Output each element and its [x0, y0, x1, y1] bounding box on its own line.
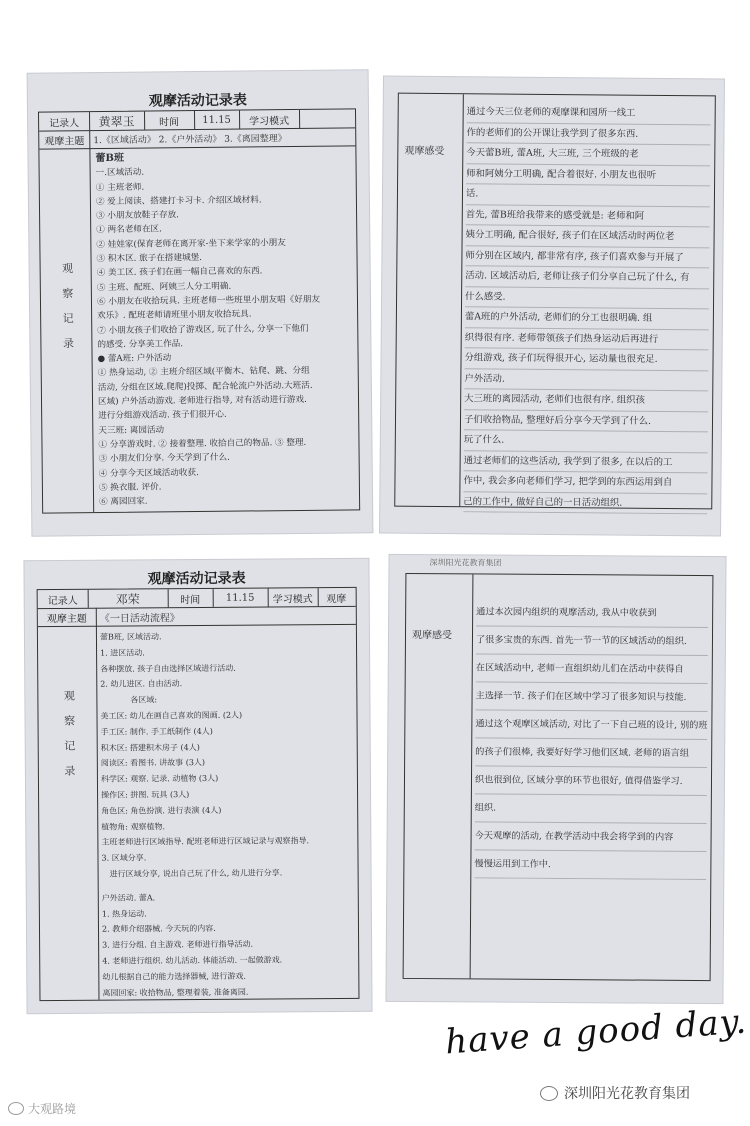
- note-line: 组织.: [475, 794, 707, 824]
- note-line: 天三班: 离园活动: [98, 425, 165, 436]
- note-line: 慢慢运用到工作中.: [474, 850, 706, 880]
- observation-notes: [100, 628, 355, 1001]
- note-line: 通过今天三位老师的观摩课和园所一线工: [467, 102, 711, 125]
- note-line: 欢乐》. 配班老师请班里小朋友收拾玩具.: [97, 309, 252, 322]
- note-line: 在区域活动中, 老师一直组织幼儿们在活动中获得自: [476, 654, 708, 684]
- mode-label: 学习模式: [239, 110, 300, 129]
- note-line: 进行分组游戏活动. 孩子们很开心.: [98, 410, 227, 422]
- note-line: 1. 热身运动.: [101, 908, 147, 919]
- note-line: ① 分享游戏时. ② 接着整理. 收拾自己的物品. ③ 整理.: [98, 437, 307, 451]
- note-line: 师分别在区域内, 都非常有序, 孩子们喜欢参与开展了: [465, 246, 709, 269]
- feelings-label: 观摩感受: [404, 145, 445, 158]
- note-line: ⑦ 小朋友孩子们收拾了游戏区, 玩了什么, 分享一下他们: [97, 323, 309, 336]
- note-line: 主选择一节. 孩子们在区域中学习了很多知识与技能.: [475, 682, 707, 712]
- note-line: 己的工作中, 做好自己的一日活动组织.: [463, 492, 707, 515]
- watermark-left: [8, 1100, 76, 1117]
- topic-row: [38, 606, 356, 627]
- column-divider: [470, 574, 474, 978]
- feelings-notes: [463, 102, 711, 514]
- note-line: 织得很有序. 老师带领孩子们热身运动后再进行: [465, 328, 709, 351]
- note-line: 植物角: 观察植物.: [101, 821, 166, 832]
- note-line: 通过这个观摩区域活动, 对比了一下自己班的设计, 别的班: [475, 710, 707, 740]
- column-divider: [89, 148, 94, 512]
- note-line: 师和阿姨分工明确, 配合着很好. 小朋友也很听: [466, 164, 710, 187]
- note-line: ① 热身运动, ② 主班介绍区域(平衡木、钻爬、跳、分组: [97, 366, 310, 379]
- record-sheet-1: [28, 70, 373, 536]
- watermark-right-text: 深圳阳光花教育集团: [564, 1086, 690, 1102]
- topic-row: [39, 127, 355, 149]
- note-line: 蕾B班: [95, 152, 124, 165]
- note-line: 活动. 区域活动后, 老师让孩子们分享自己玩了什么, 有: [465, 266, 709, 289]
- note-line: ⑥ 小朋友在收拾玩具. 主班老师一些班里小朋友唱《好朋友: [96, 294, 321, 308]
- note-line: ④ 美工区. 孩子们在画一幅自己喜欢的东西.: [96, 266, 263, 279]
- note-line: 操作区: 拼图. 玩具 (3人): [101, 790, 190, 800]
- note-line: 姨分工明确, 配合很好, 孩子们在区域活动时两位老: [466, 225, 710, 248]
- record-sheet-4: [386, 555, 725, 1003]
- note-line: 科学区: 观察. 记录. 动植物 (3人): [100, 774, 219, 784]
- note-line: 玩了什么.: [464, 430, 708, 453]
- time-value: 11.15: [194, 111, 240, 129]
- note-line: 今天蕾B班, 蕾A班, 大三班, 三个班级的老: [466, 143, 710, 166]
- note-line: 角色区: 角色扮演. 进行表演 (4人): [101, 805, 222, 816]
- note-line: 1. 进区活动.: [100, 648, 145, 658]
- note-line: 区域) 户外活动游戏. 老师进行指导, 对有活动进行游戏.: [97, 394, 307, 408]
- note-line: ④ 分享今天区域活动收获.: [98, 467, 199, 479]
- note-line: 了很多宝贵的东西. 首先一节一节的区域活动的组织.: [476, 626, 708, 656]
- note-line: 的感受. 分享美工作品.: [97, 339, 184, 350]
- note-line: 子们收拾物品, 整理好后分享今天学到了什么.: [464, 410, 708, 433]
- feelings-notes: [474, 598, 708, 880]
- note-line: 3. 区域分享.: [101, 853, 147, 863]
- note-line: 首先, 蕾B班给我带来的感受就是: 老师和阿: [466, 205, 710, 228]
- recorder-label: 记录人: [39, 112, 90, 131]
- note-line: ⑥ 离园回家.: [99, 496, 148, 508]
- column-divider: [96, 626, 100, 1000]
- note-line: 活动, 分组在区域.爬爬)投掷、配合轮流户外活动.大班活.: [97, 380, 313, 393]
- note-line: ③ 积木区. 旅子在搭建城堡.: [96, 253, 203, 265]
- record-table: [37, 587, 360, 1001]
- note-line: 积木区: 搭建积木房子 (4人): [100, 742, 200, 753]
- note-line: 3. 进行分组. 自主游戏. 老师进行指导活动.: [102, 939, 254, 950]
- weibo-icon: [8, 1102, 24, 1115]
- feelings-table: [403, 573, 714, 981]
- note-line: 作中, 我会多向老师们学习, 把学到的东西运用到自: [463, 471, 707, 494]
- note-line: 蕾B班, 区域活动.: [99, 632, 162, 642]
- feelings-label: 观摩感受: [411, 629, 453, 642]
- feelings-table: [394, 93, 716, 510]
- note-line: 进行区域分享, 说出自己玩了什么, 幼儿进行分享.: [109, 868, 283, 879]
- time-label: 时间: [144, 111, 195, 130]
- note-line: 分组游戏, 孩子们玩得很开心, 运动量也很充足.: [464, 348, 708, 371]
- note-line: ⑤ 主班、配班、阿姨三人分工明确.: [96, 281, 232, 293]
- topic-label: 观摩主题: [38, 608, 97, 626]
- note-line: 2. 幼儿进区. 自由活动.: [100, 679, 183, 690]
- note-line: 什么感受.: [465, 287, 709, 310]
- note-line: 手工区: 制作. 手工纸制作 (4人): [100, 726, 213, 737]
- note-line: 户外活动.: [464, 369, 708, 392]
- note-line: 通过老师们的这些活动, 我学到了很多, 在以后的工: [464, 451, 708, 474]
- note-line: 户外活动. 蕾A.: [101, 893, 156, 903]
- record-sheet-2: [380, 77, 724, 536]
- note-line: ● 蕾A班: 户外活动: [97, 353, 172, 365]
- note-line: 主班老师进行区域指导. 配班老师进行区域记录与观察指导.: [101, 836, 310, 848]
- note-line: 的孩子们很棒, 我要好好学习他们区域. 老师的语言组: [475, 738, 707, 768]
- watermark-right: [540, 1083, 690, 1103]
- topic-label: 观摩主题: [39, 130, 90, 149]
- note-line: 各种摆放. 孩子自由选择区域进行活动.: [100, 663, 236, 674]
- note-line: 离园回家: 收拾物品, 整理着装, 准备离园.: [102, 987, 249, 998]
- note-line: 各区域:: [130, 695, 158, 705]
- observation-notes: [95, 149, 355, 509]
- note-line: 作的老师们的公开课让我学到了很多东西.: [466, 123, 710, 146]
- note-line: ① 两名老师在区.: [96, 224, 162, 236]
- note-line: ① 主班老师.: [95, 182, 145, 193]
- note-line: ② 娃娃家(保育老师在离开家-坐下来学家的小朋友: [96, 237, 286, 250]
- observation-label: 观察记录: [62, 689, 77, 790]
- wechat-icon: [540, 1086, 558, 1101]
- note-line: 大三班的离园活动, 老师们也很有序. 组织孩: [464, 389, 708, 412]
- note-line: 今天观摩的活动, 在教学活动中我会将学到的内容: [474, 822, 706, 852]
- watermark-left-text: 大观路境: [28, 1102, 77, 1116]
- note-line: ② 爱上阅读、搭建打卡习卡. 介绍区域材料.: [95, 195, 262, 207]
- note-line: 2. 教师介绍器械. 今天玩的内容.: [101, 924, 216, 935]
- note-line: ⑤ 换衣服. 评价.: [98, 482, 162, 493]
- sheet-header: 深圳阳光花教育集团: [429, 558, 502, 568]
- note-line: 蕾A班的户外活动, 老师们的分工也很明确. 组: [465, 307, 709, 330]
- have-a-good-day-signature: have a good day.: [443, 1001, 749, 1063]
- note-line: 织也很到位, 区域分享的环节也很好, 值得借鉴学习.: [475, 766, 707, 796]
- time-value: 11.15: [213, 589, 269, 607]
- note-line: 阅读区: 看图书. 讲故事 (3人): [100, 758, 206, 769]
- sheet-title: 观摩活动记录表: [148, 92, 247, 110]
- note-line: ③ 小朋友放鞋子存放.: [96, 210, 179, 222]
- time-label: 时间: [168, 589, 214, 607]
- observation-label: 观察记录: [60, 262, 75, 363]
- record-sheet-3: [24, 559, 371, 1013]
- mode-value: 观摩: [326, 593, 347, 605]
- note-line: 话.: [466, 184, 710, 207]
- note-line: 一.区域活动.: [95, 167, 145, 179]
- mode-label: 学习模式: [268, 588, 319, 606]
- note-line: 4. 老师进行组织. 幼儿活动. 体能活动. 一起做游戏.: [102, 955, 283, 966]
- topic-value: 《一日活动流程》: [99, 612, 180, 625]
- mode-value: [299, 109, 354, 128]
- note-line: 通过本次园内组织的观摩活动, 我从中收获到: [476, 598, 708, 628]
- topic-value: 1.《区域活动》 2.《户外活动》 3.《离园整理》: [93, 133, 287, 146]
- note-line: 幼儿根据自己的能力选择器械, 进行游戏.: [102, 971, 246, 982]
- note-line: 美工区: 幼儿在画自己喜欢的图画. (2人): [100, 710, 243, 721]
- note-line: ③ 小朋友们分享. 今天学到了什么.: [98, 452, 230, 465]
- record-table: [38, 108, 360, 513]
- recorder-value: 邓荣: [88, 589, 169, 608]
- recorder-value: 黄翠玉: [89, 112, 145, 131]
- sheet-title: 观摩活动记录表: [147, 570, 246, 588]
- recorder-label: 记录人: [38, 590, 89, 608]
